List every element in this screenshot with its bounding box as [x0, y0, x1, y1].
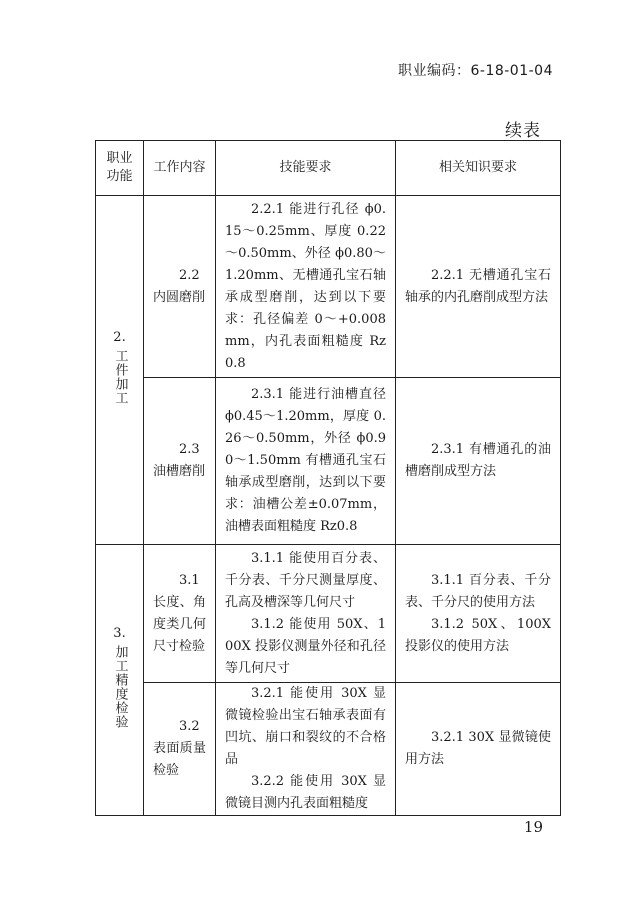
- header-content: 工作内容: [144, 141, 216, 196]
- skills-table: [95, 140, 561, 816]
- skills-cell: 2.3.1 能进行油槽直径 ϕ0.45～1.20mm，厚度 0.26～0.50mm，外径 ϕ0.90～1.50mm 有槽通孔宝石轴承成型磨削，达到以下要求：油槽公差±0.07mm，油槽表面粗糙度 Rz0.8: [216, 378, 396, 545]
- header-skills: 技能要求: [216, 141, 396, 196]
- occupation-code: 职业编码：6-18-01-04: [397, 63, 553, 79]
- table-row: [96, 545, 561, 683]
- function-cell: [96, 545, 144, 816]
- table-row: [96, 196, 561, 378]
- skills-cell: 2.2.1 能进行孔径 ϕ0.15～0.25mm、厚度 0.22～0.50mm、外径 ϕ0.80～1.20mm、无槽通孔宝石轴承成型磨削，达到以下要求：孔径偏差 0～+0.008mm，内孔表面粗糙度 Rz0.8: [216, 196, 396, 378]
- function-number: 3.: [113, 626, 126, 641]
- table-row: [96, 683, 561, 816]
- table-header-row: [96, 141, 561, 196]
- knowledge-cell: 2.2.1 无槽通孔宝石轴承的内孔磨削成型方法: [396, 196, 561, 378]
- content-cell: 2.2 内圆磨削: [144, 196, 216, 378]
- content-cell: 3.2 表面质量检验: [144, 683, 216, 816]
- knowledge-cell: 3.2.1 30X 显微镜使用方法: [396, 683, 561, 816]
- table-row: [96, 378, 561, 545]
- page-number: 19: [523, 818, 543, 836]
- continued-label: 续表: [505, 121, 541, 141]
- function-number: 2.: [113, 330, 126, 345]
- function-name: 工件加工: [112, 349, 128, 405]
- content-cell: 3.1 长度、角度类几何尺寸检验: [144, 545, 216, 683]
- content-cell: 2.3 油槽磨削: [144, 378, 216, 545]
- knowledge-cell: 2.3.1 有槽通孔的油槽磨削成型方法: [396, 378, 561, 545]
- header-function: 职业 功能: [96, 141, 144, 196]
- knowledge-cell: 3.1.1 百分表、千分表、千分尺的使用方法 3.1.2 50X、100X 投影仪的使用方法: [396, 545, 561, 683]
- function-name: 加工精度检验: [112, 645, 128, 729]
- skills-cell: 3.1.1 能使用百分表、千分表、千分尺测量厚度、孔高及槽深等几何尺寸 3.1.2 能使用 50X、100X 投影仪测量外径和孔径等几何尺寸: [216, 545, 396, 683]
- header-knowledge: 相关知识要求: [396, 141, 561, 196]
- function-cell: [96, 196, 144, 545]
- skills-cell: 3.2.1 能使用 30X 显微镜检验出宝石轴承表面有凹坑、崩口和裂纹的不合格品 3.2.2 能使用 30X 显微镜目测内孔表面粗糙度: [216, 683, 396, 816]
